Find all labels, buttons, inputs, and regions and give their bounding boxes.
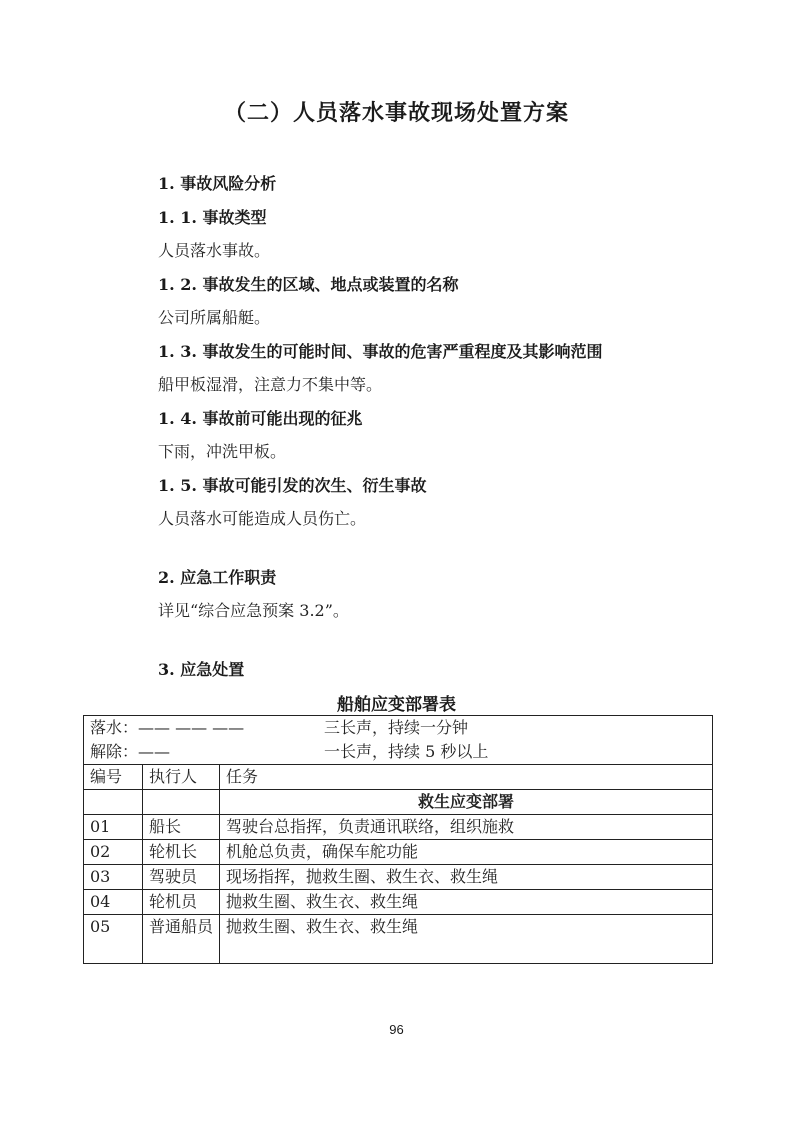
heading-emergency-response: 3. 应急处置 <box>158 659 245 679</box>
row-person: 轮机员 <box>143 890 220 915</box>
page-number: 96 <box>389 1022 404 1037</box>
release-signal-desc: 一长声，持续 5 秒以上 <box>324 742 489 761</box>
row-task: 机舱总负责，确保车舵功能 <box>220 840 713 865</box>
heading-accident-type: 1. 1. 事故类型 <box>158 207 267 227</box>
heading-risk-analysis: 1. 事故风险分析 <box>158 174 277 193</box>
muster-table <box>83 715 713 964</box>
page-title: （二）人员落水事故现场处置方案 <box>223 100 569 126</box>
table-row <box>84 840 713 865</box>
header-task: 任务 <box>220 765 713 790</box>
table-row <box>84 915 713 964</box>
release-signal-label: 解除：—— <box>90 742 171 761</box>
row-task: 现场指挥，抛救生圈、救生衣、救生绳 <box>220 865 713 890</box>
paragraph-warning-signs: 下雨，冲洗甲板。 <box>158 442 287 461</box>
row-task: 驾驶台总指挥，负责通讯联络，组织施救 <box>220 815 713 840</box>
document-body <box>158 170 718 689</box>
paragraph-accident-location: 公司所属船艇。 <box>158 308 271 327</box>
table-row <box>84 890 713 915</box>
section-label: 救生应变部署 <box>220 790 713 815</box>
row-task: 抛救生圈、救生衣、救生绳 <box>220 915 713 964</box>
row-number: 05 <box>84 915 143 964</box>
alarm-signal-desc: 三长声，持续一分钟 <box>324 718 469 737</box>
paragraph-secondary-accidents: 人员落水可能造成人员伤亡。 <box>158 509 367 528</box>
table-header-row <box>84 765 713 790</box>
heading-warning-signs: 1. 4. 事故前可能出现的征兆 <box>158 408 363 428</box>
row-number: 01 <box>84 815 143 840</box>
row-number: 03 <box>84 865 143 890</box>
alarm-signal-label: 落水：—— —— —— <box>90 718 245 737</box>
header-number: 编号 <box>84 765 143 790</box>
table-row <box>84 815 713 840</box>
row-person: 船长 <box>143 815 220 840</box>
heading-accident-severity: 1. 3. 事故发生的可能时间、事故的危害严重程度及其影响范围 <box>158 341 603 361</box>
table-title: 船舶应变部署表 <box>337 695 456 715</box>
row-task: 抛救生圈、救生衣、救生绳 <box>220 890 713 915</box>
table-row <box>84 865 713 890</box>
row-number: 04 <box>84 890 143 915</box>
row-number: 02 <box>84 840 143 865</box>
heading-emergency-duties: 2. 应急工作职责 <box>158 567 277 587</box>
header-person: 执行人 <box>143 765 220 790</box>
row-person: 普通船员 <box>143 915 220 964</box>
section-row <box>84 790 713 815</box>
row-person: 轮机长 <box>143 840 220 865</box>
paragraph-accident-type: 人员落水事故。 <box>158 241 271 260</box>
alarm-cell <box>84 716 713 765</box>
heading-accident-location: 1. 2. 事故发生的区域、地点或装置的名称 <box>158 274 459 294</box>
heading-secondary-accidents: 1. 5. 事故可能引发的次生、衍生事故 <box>158 475 427 495</box>
paragraph-emergency-duties: 详见“综合应急预案 3.2”。 <box>158 601 349 620</box>
paragraph-accident-severity: 船甲板湿滑，注意力不集中等。 <box>158 375 383 394</box>
alarm-row <box>84 716 713 765</box>
row-person: 驾驶员 <box>143 865 220 890</box>
